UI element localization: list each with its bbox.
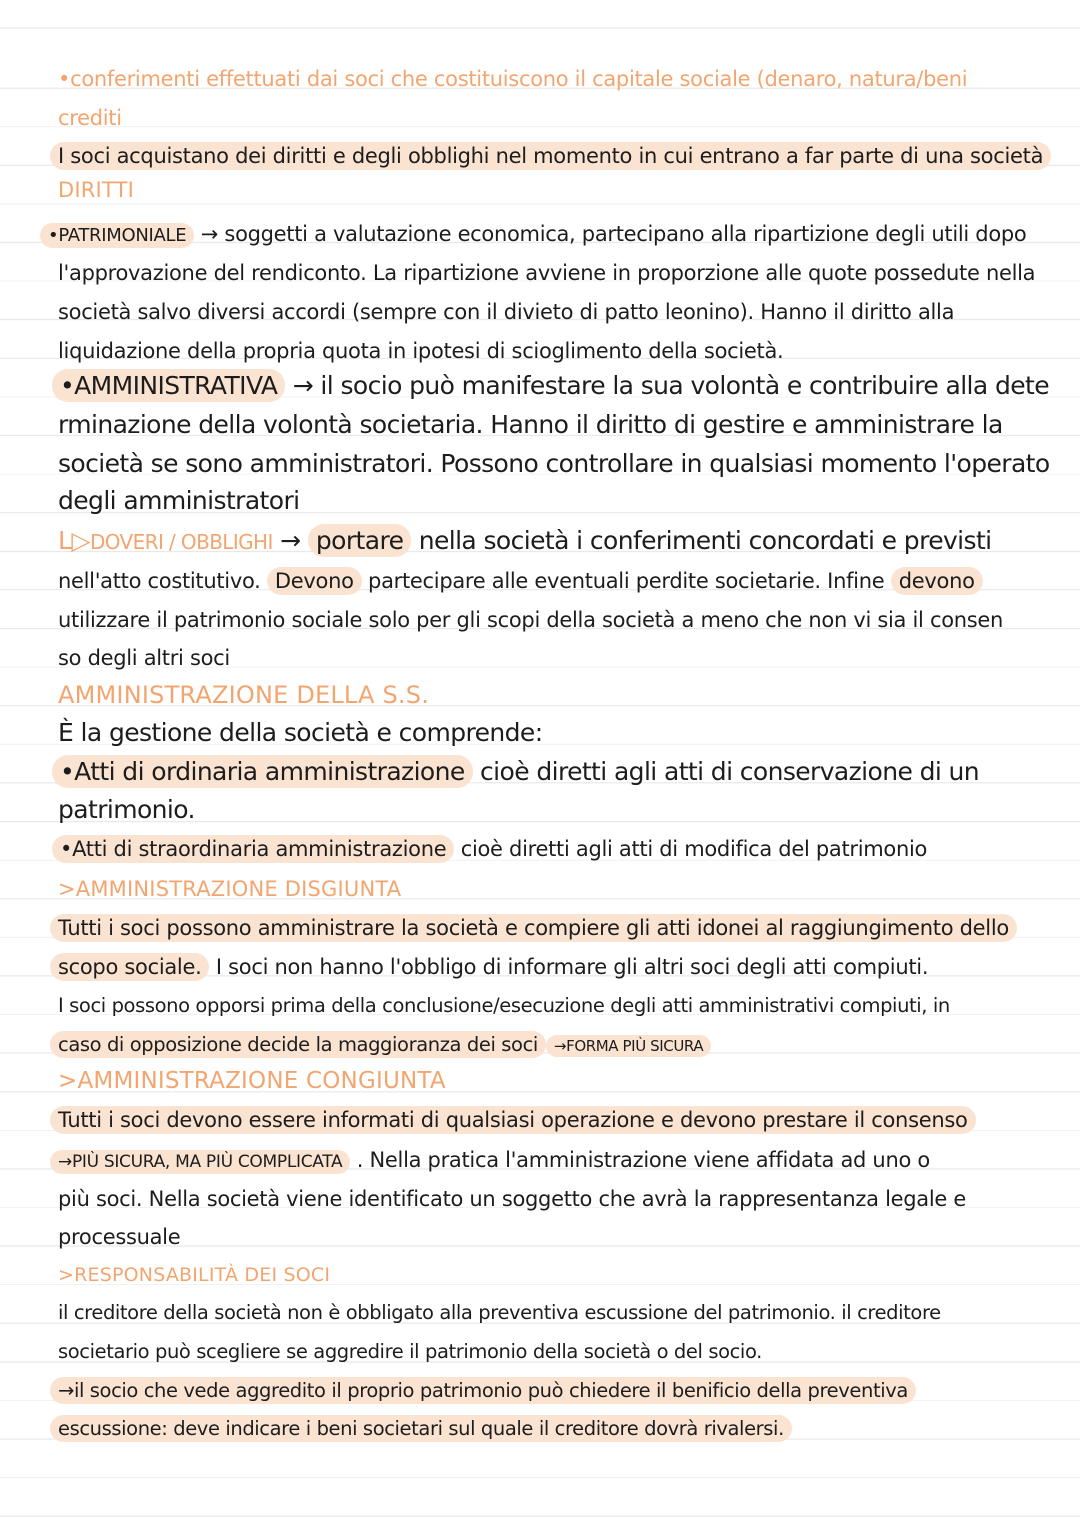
highlighted-text: Tutti i soci possono amministrare la società e compiere gli atti idonei al raggiungimento dello (50, 914, 1017, 942)
note-line (58, 258, 1040, 288)
note-line (58, 64, 1040, 94)
heading-text: AMMINISTRAZIONE DELLA S.S. (58, 681, 430, 709)
arrow-icon: → (200, 222, 219, 246)
note-line (50, 1414, 1040, 1444)
note-text: nell'atto costitutivo. (58, 569, 261, 593)
note-line (58, 605, 1040, 635)
note-text: cioè diretti agli atti di conservazione di un (480, 757, 980, 786)
note-line (58, 566, 1040, 596)
note-line (58, 1298, 1040, 1328)
note-text: società se sono amministratori. Possono controllare in qualsiasi momento l'operato (58, 449, 1050, 478)
note-line (58, 1222, 1040, 1252)
note-text: È la gestione della società e comprende: (58, 718, 543, 747)
amministrativa-label: •AMMINISTRATIVA (52, 369, 285, 402)
note-text: patrimonio. (58, 795, 195, 824)
note-line (58, 718, 1040, 748)
sub-arrow-icon: L▷ (58, 526, 90, 555)
note-line (50, 1376, 1040, 1406)
highlighted-text: Tutti i soci devono essere informati di qualsiasi operazione e devono prestare il consenso (50, 1106, 976, 1134)
highlighted-text: →FORMA PIÙ SICURA (546, 1035, 711, 1057)
note-text: l'approvazione del rendiconto. La ripartizione avviene in proporzione alle quote possedute nella (58, 261, 1036, 285)
note-line (50, 952, 1040, 982)
note-line (58, 336, 1040, 366)
note-line (52, 757, 1040, 787)
section-heading-responsabilita (58, 1260, 1040, 1290)
note-text: •conferimenti effettuati dai soci che costituiscono il capitale sociale (denaro, natura/beni (58, 67, 968, 91)
note-text: rminazione della volontà societaria. Hanno il diritto di gestire e amministrare la (58, 410, 1003, 439)
note-text: partecipare alle eventuali perdite societarie. Infine (368, 569, 885, 593)
highlighted-text: portare (308, 524, 411, 557)
note-text: utilizzare il patrimonio sociale solo per gli scopi della società a meno che non vi sia il consen (58, 608, 1004, 632)
ordinaria-label: •Atti di ordinaria amministrazione (52, 755, 473, 788)
note-text: nella società i conferimenti concordati e previsti (418, 526, 992, 555)
highlighted-text: I soci acquistano dei diritti e degli obblighi nel momento in cui entrano a far parte di una società (50, 142, 1051, 170)
note-line (40, 219, 1040, 251)
note-line (50, 1145, 1040, 1177)
note-line (58, 526, 1040, 557)
note-text: societario può scegliere se aggredire il patrimonio della società o del socio. (58, 1340, 762, 1363)
heading-text: >RESPONSABILITÀ DEI SOCI (58, 1264, 331, 1286)
note-line (58, 991, 1040, 1021)
note-text: più soci. Nella società viene identificato un soggetto che avrà la rappresentanza legale e (58, 1187, 966, 1211)
heading-text: >AMMINISTRAZIONE DISGIUNTA (58, 877, 402, 901)
section-heading-congiunta (58, 1066, 1040, 1096)
note-text: crediti (58, 106, 122, 130)
highlighted-text: devono (891, 567, 983, 595)
highlighted-text: caso di opposizione decide la maggioranza dei soci (50, 1031, 546, 1058)
note-text: il creditore della società non è obbligato alla preventiva escussione del patrimonio. il creditore (58, 1301, 941, 1324)
note-line (50, 141, 1044, 171)
straordinaria-label: •Atti di straordinaria amministrazione (52, 835, 454, 863)
note-text: I soci non hanno l'obbligo di informare gli altri soci degli atti compiuti. (215, 955, 929, 979)
note-text: liquidazione della propria quota in ipotesi di scioglimento della società. (58, 339, 784, 363)
highlighted-text: →il socio che vede aggredito il proprio patrimonio può chiedere il benificio della preventiva (50, 1377, 916, 1404)
note-text: I soci possono opporsi prima della conclusione/esecuzione degli atti amministrativi compiuti, in (58, 994, 950, 1017)
note-line (52, 834, 1040, 864)
note-line (58, 297, 1040, 327)
highlighted-text: Devono (267, 567, 362, 595)
heading-text: DIRITTI (58, 178, 135, 202)
highlighted-text: scopo sociale. (50, 953, 209, 981)
note-line (58, 1337, 1040, 1367)
arrow-icon: → (280, 526, 301, 555)
heading-text: >AMMINISTRAZIONE CONGIUNTA (58, 1068, 446, 1094)
note-line (58, 486, 1040, 516)
note-line (50, 913, 1040, 943)
patrimoniale-label: •PATRIMONIALE (40, 223, 194, 248)
note-text: . Nella pratica l'amministrazione viene affidata ad uno o (356, 1148, 930, 1172)
note-text: soggetti a valutazione economica, partecipano alla ripartizione degli utili dopo (224, 222, 1027, 246)
note-line (52, 371, 1049, 401)
note-text: il socio può manifestare la sua volontà e contribuire alla dete (320, 371, 1049, 400)
note-line (58, 795, 1040, 825)
section-heading-amministrazione (58, 680, 1040, 710)
note-line (58, 1184, 1040, 1214)
note-line (50, 1030, 1040, 1061)
note-line (58, 449, 1050, 479)
arrow-icon: → (292, 371, 314, 400)
note-line (58, 103, 1040, 133)
note-text: so degli altri soci (58, 646, 230, 670)
note-line (50, 1105, 1040, 1135)
note-line (58, 643, 1040, 673)
note-text: cioè diretti agli atti di modifica del patrimonio (460, 837, 928, 861)
highlighted-text: →PIÙ SICURA, MA PIÙ COMPLICATA (50, 1150, 350, 1174)
section-heading-diritti (58, 175, 1040, 205)
note-text: degli amministratori (58, 486, 300, 515)
note-text: società salvo diversi accordi (sempre con il divieto di patto leonino). Hanno il diritto alla (58, 300, 955, 324)
note-text: processuale (58, 1225, 181, 1249)
highlighted-text: escussione: deve indicare i beni societari sul quale il creditore dovrà rivalersi. (50, 1415, 792, 1442)
section-heading-disgiunta (58, 874, 1040, 904)
note-line (58, 410, 1040, 440)
doveri-label: DOVERI / OBBLIGHI (89, 530, 273, 554)
